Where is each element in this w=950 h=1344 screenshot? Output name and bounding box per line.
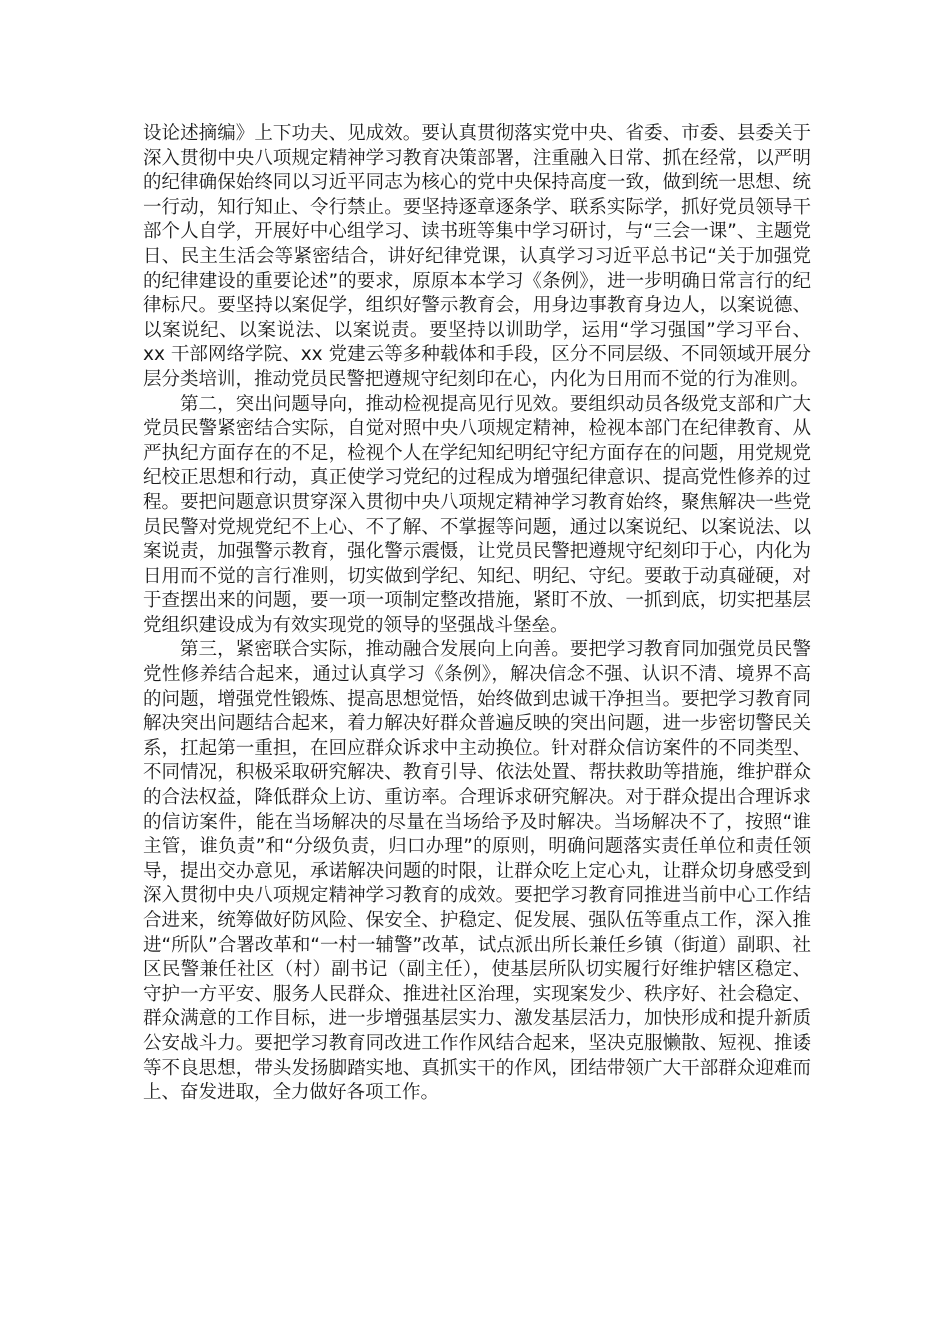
paragraph-third-point: 第三，紧密联合实际，推动融合发展向上向善。要把学习教育同加强党员民警党性修养结合起来，通过认真学习《条例》，解决信念不强、认识不清、境界不高的问题，增强党性锻炼、提高思想觉悟，始终做到忠诚干净担当。要把学习教育同解决突出问题结合起来，着力解决好群众普遍反映的突出问题，进一步密切警民关系，扛起第一重担，在回应群众诉求中主动换位。针对群众信访案件的不同类型、不同情况，积极采取研究解决、教育引导、依法处置、帮扶救助等措施，维护群众的合法权益，降低群众上访、重访率。合理诉求研究解决。对于群众提出合理诉求的信访案件，能在当场解决的尽量在当场给予及时解决。当场解决不了，按照“谁主管，谁负责”和“分级负责，归口办理”的原则，明确问题落实责任单位和责任领导，提出交办意见，承诺解决问题的时限，让群众吃上定心丸，让群众切身感受到深入贯彻中央八项规定精神学习教育的成效。要把学习教育同推进当前中心工作结合进来，统筹做好防风险、保安全、护稳定、促发展、强队伍等重点工作，深入推进“所队”合署改革和“一村一辅警”改革，试点派出所长兼任乡镇（街道）副职、社区民警兼任社区（村）副书记（副主任），使基层所队切实履行好维护辖区稳定、守护一方平安、服务人民群众、推进社区治理，实现案发少、秩序好、社会稳定、群众满意的工作目标，进一步增强基层实力、激发基层活力，加快形成和提升新质公安战斗力。要把学习教育同改进工作作风结合起来，坚决克服懒散、短视、推诿等不良思想，带头发扬脚踏实地、真抓实干的作风，团结带领广大干部群众迎难而上、奋发进取，全力做好各项工作。 [143,639,811,1104]
paragraph-second-point: 第二，突出问题导向，推动检视提高见行见效。要组织动员各级党支部和广大党员民警紧密结合实际，自觉对照中央八项规定精神，检视本部门在纪律教育、从严执纪方面存在的不足，检视个人在学纪知纪明纪守纪方面存在的问题，用党规党纪校正思想和行动，真正使学习党纪的过程成为增强纪律意识、提高党性修养的过程。要把问题意识贯穿深入贯彻中央八项规定精神学习教育始终，聚焦解决一些党员民警对党规党纪不上心、不了解、不掌握等问题，通过以案说纪、以案说法、以案说责，加强警示教育，强化警示震慑，让党员民警把遵规守纪刻印于心，内化为日用而不觉的言行准则，切实做到学纪、知纪、明纪、守纪。要敢于动真碰硬，对于查摆出来的问题，要一项一项制定整改措施，紧盯不放、一抓到底，切实把基层党组织建设成为有效实现党的领导的坚强战斗堡垒。 [143,393,811,636]
paragraph-continuation: 设论述摘编》上下功夫、见成效。要认真贯彻落实党中央、省委、市委、县委关于深入贯彻中央八项规定精神学习教育决策部署，注重融入日常、抓在经常，以严明的纪律确保始终同以习近平同志为核心的党中央保持高度一致，做到统一思想、统一行动，知行知止、令行禁止。要坚持逐章逐条学、联系实际学，抓好党员领导干部个人自学，开展好中心组学习、读书班等集中学习研讨，与“三会一课”、主题党日、民主生活会等紧密结合，讲好纪律党课，认真学习习近平总书记“关于加强党的纪律建设的重要论述”的要求，原原本本学习《条例》，进一步明确日常言行的纪律标尺。要坚持以案促学，组织好警示教育会，用身边事教育身边人，以案说德、以案说纪、以案说法、以案说责。要坚持以训助学，运用“学习强国”学习平台、xx 干部网络学院、xx 党建云等多种载体和手段，区分不同层级、不同领域开展分层分类培训，推动党员民警把遵规守纪刻印在心，内化为日用而不觉的行为准则。 [143,123,811,390]
document-body [143,122,811,1106]
